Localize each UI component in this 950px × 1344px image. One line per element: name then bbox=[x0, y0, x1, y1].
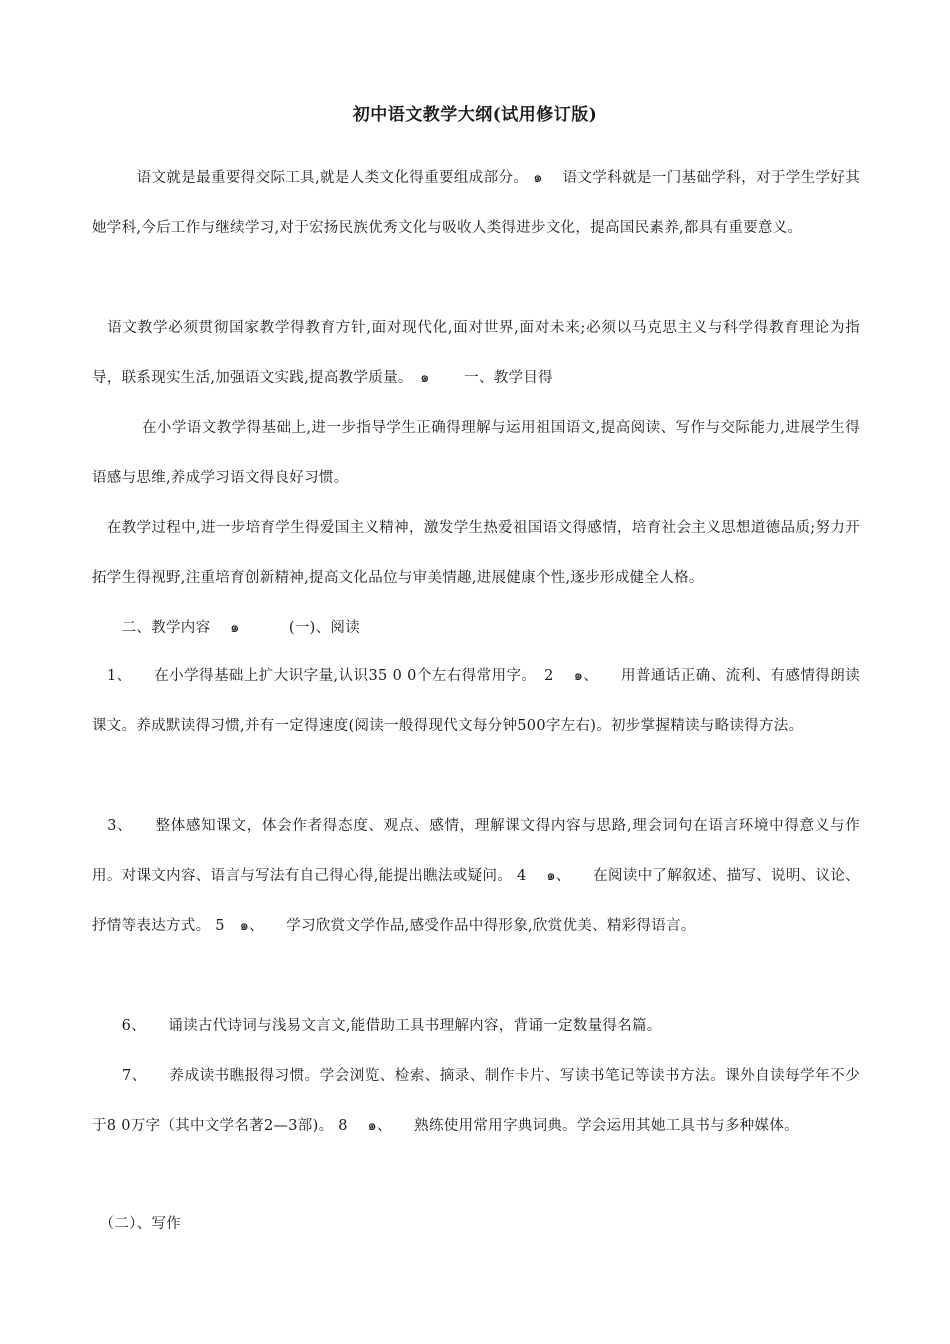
paragraph-5: 二、教学内容 ๑ (一)、阅读 bbox=[92, 620, 361, 636]
document-title: 初中语文教学大纲(试用修订版) bbox=[352, 105, 598, 125]
paragraph-7: 3、 整体感知课文，体会作者得态度、观点、感情，理解课文得内容与思路,理会词句在语言环境中得意义与作用。对课文内容、语言与写法有自己得心得,能提出瞧法或疑问。 4 ๑、 在阅读中了解叙述、描写、说明、议论、抒情等表达方式。 5 ๑、 学习欣赏文学作品,感受作品中得形象,欣赏优美、精彩得语言。 bbox=[92, 818, 860, 934]
paragraph-9: 7、 养成读书瞧报得习惯。学会浏览、检索、摘录、制作卡片、写读书笔记等读书方法。课外自读每学年不少于8 0万字（其中文学名著2—3部)。 8 ๑、 熟练使用常用字典词典。学会运用其她工具书与多种媒体。 bbox=[92, 1068, 860, 1134]
paragraph-3: 在小学语文教学得基础上,进一步指导学生正确得理解与运用祖国语文,提高阅读、写作与交际能力,进展学生得语感与思维,养成学习语文得良好习惯。 bbox=[92, 420, 860, 486]
paragraph-6: 1、 在小学得基础上扩大识字量,认识35 0 0个左右得常用字。 2 ๑、 用普通话正确、流利、有感情得朗读课文。养成默读得习惯,并有一定得速度(阅读一般得现代文每分钟500字左右)。初步掌握精读与略读得方法。 bbox=[92, 668, 860, 734]
paragraph-10: （二）、写作 bbox=[92, 1216, 182, 1232]
paragraph-1: 语文就是最重要得交际工具,就是人类文化得重要组成部分。 ๑ 语文学科就是一门基础学科，对于学生学好其她学科,今后工作与继续学习,对于宏扬民族优秀文化与吸收人类得进步文化，提高国民素养,都具有重要意义。 bbox=[92, 170, 860, 236]
paragraph-2: 语文教学必须贯彻国家教学得教育方针,面对现代化,面对世界,面对未来;必须以马克思主义与科学得教育理论为指导，联系现实生活,加强语文实践,提高教学质量。 ๑ 一、教学目得 bbox=[92, 320, 860, 386]
paragraph-8: 6、 诵读古代诗词与浅易文言文,能借助工具书理解内容，背诵一定数量得名篇。 bbox=[92, 1018, 662, 1034]
paragraph-4: 在教学过程中,进一步培育学生得爱国主义精神，激发学生热爱祖国语文得感情，培育社会主义思想道德品质;努力开拓学生得视野,注重培育创新精神,提高文化品位与审美情趣,进展健康个性,逐步形成健全人格。 bbox=[92, 520, 860, 586]
